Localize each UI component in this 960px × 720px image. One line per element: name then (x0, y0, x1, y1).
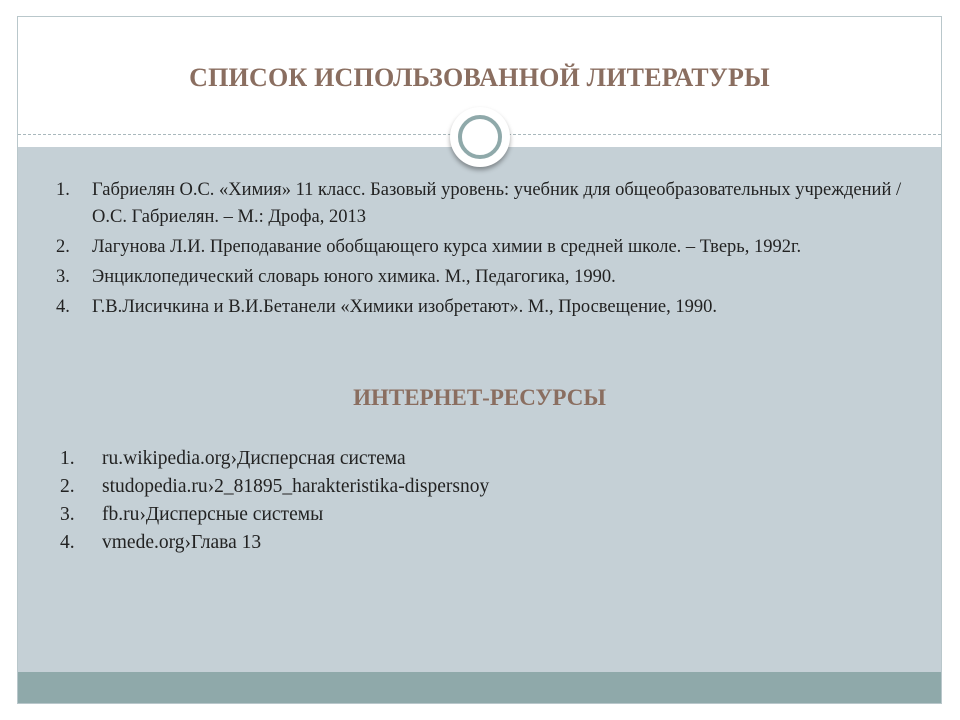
literature-item (54, 177, 924, 231)
internet-resources-title: ИНТЕРНЕТ-РЕСУРСЫ (353, 385, 606, 410)
circle-ornament-icon (450, 107, 510, 167)
internet-list (60, 445, 900, 557)
internet-link-text: studopedia.ru›2_81895_harakteristika-dispersnoy (102, 476, 490, 497)
list-number: 4. (56, 297, 70, 317)
literature-text: Г.В.Лисичкина и В.И.Бетанели «Химики изобретают». М., Просвещение, 1990. (92, 297, 717, 317)
internet-item (60, 529, 900, 557)
internet-link-text: vmede.org›Глава 13 (102, 532, 262, 553)
internet-item (60, 445, 900, 473)
list-number: 1. (56, 180, 70, 200)
literature-text: Габриелян О.С. «Химия» 11 класс. Базовый уровень: учебник для общеобразовательных учреждений /О.С. Габриелян. – М.: Дрофа, 2013 (92, 180, 902, 227)
list-number: 3. (60, 504, 75, 525)
list-number: 2. (56, 237, 70, 257)
slide (17, 16, 942, 704)
internet-item (60, 501, 900, 529)
slide-title: СПИСОК ИСПОЛЬЗОВАННОЙ ЛИТЕРАТУРЫ (189, 63, 770, 92)
footer-bar (18, 672, 941, 704)
literature-item (54, 294, 924, 321)
list-number: 4. (60, 532, 75, 553)
list-number: 3. (56, 267, 70, 287)
internet-link-text: fb.ru›Дисперсные системы (102, 504, 324, 525)
internet-link-text: ru.wikipedia.org›Дисперсная система (102, 448, 406, 469)
internet-item (60, 473, 900, 501)
list-number: 2. (60, 476, 75, 497)
literature-text: Лагунова Л.И. Преподавание обобщающего курса химии в средней школе. – Тверь, 1992г. (92, 237, 802, 257)
literature-item (54, 234, 924, 261)
circle-ornament-inner (458, 115, 502, 159)
literature-item (54, 264, 924, 291)
literature-list (54, 177, 924, 324)
literature-text: Энциклопедический словарь юного химика. М., Педагогика, 1990. (92, 267, 616, 287)
list-number: 1. (60, 448, 75, 469)
